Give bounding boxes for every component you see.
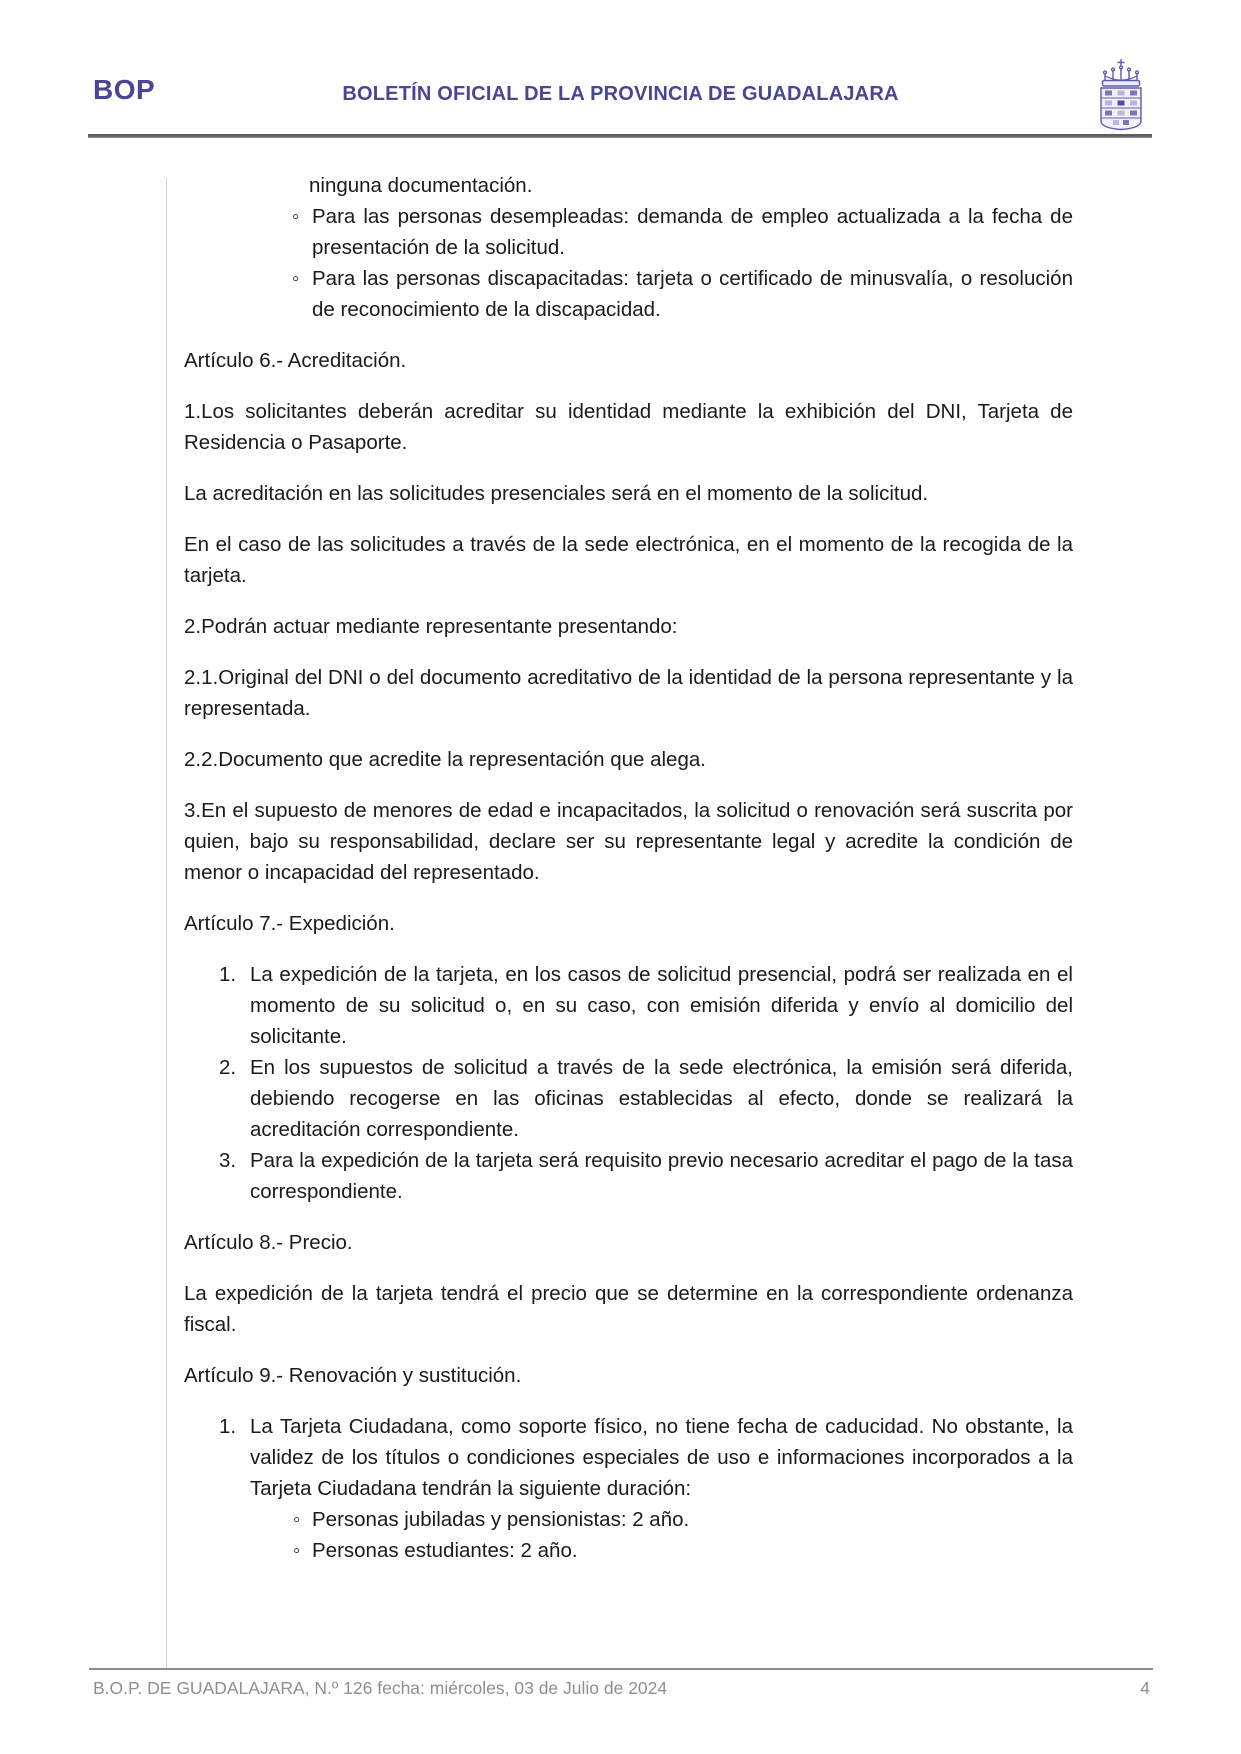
article-8-heading: Artículo 8.- Precio. <box>184 1231 353 1254</box>
paragraph: 2.Podrán actuar mediante representante presentando: <box>184 615 678 638</box>
list-item: ◦ Personas estudiantes: 2 año. <box>312 1535 1073 1566</box>
paragraph-continuation: ninguna documentación. <box>309 174 533 197</box>
footer-page-number: 4 <box>1140 1678 1150 1698</box>
article-6-heading: Artículo 6.- Acreditación. <box>184 349 407 372</box>
list-item: En los supuestos de solicitud a través de la sede electrónica, la emisión será diferida, debiendo recogerse en las oficinas establecidas al efecto, donde se realizará la acreditación correspondiente. <box>250 1056 1073 1141</box>
list-item-text: La Tarjeta Ciudadana, como soporte físico, no tiene fecha de caducidad. No obstante, la validez de los títulos o condiciones especiales de uso e informaciones incorporados a la Tarjeta Ciudadana tendrán la siguiente duración: <box>250 1415 1073 1500</box>
footer-issue-info: B.O.P. DE GUADALAJARA, N.º 126 fecha: miércoles, 03 de Julio de 2024 <box>93 1678 668 1698</box>
coat-of-arms-icon <box>1096 58 1146 133</box>
header-rule <box>88 134 1152 138</box>
footer-rule <box>89 1668 1153 1670</box>
page-title: BOLETÍN OFICIAL DE LA PROVINCIA DE GUADALAJARA <box>342 83 899 105</box>
list-item <box>250 1411 1073 1566</box>
list-item: ◦ Para las personas desempleadas: demanda de empleo actualizada a la fecha de presentación de la solicitud. <box>312 201 1073 263</box>
paragraph: 3.En el supuesto de menores de edad e incapacitados, la solicitud o renovación será suscrita por quien, bajo su responsabilidad, declare ser su representante legal y acredite la condición de menor o incapacidad del representado. <box>184 799 1073 884</box>
paragraph: En el caso de las solicitudes a través de la sede electrónica, en el momento de la recogida de la tarjeta. <box>184 533 1073 587</box>
page-footer <box>93 1676 1150 1700</box>
list-item: Para la expedición de la tarjeta será requisito previo necesario acreditar el pago de la tasa correspondiente. <box>250 1149 1073 1203</box>
paragraph: La expedición de la tarjeta tendrá el precio que se determine en la correspondiente ordenanza fiscal. <box>184 1282 1073 1336</box>
content-left-border <box>166 178 167 1668</box>
article-7-heading: Artículo 7.- Expedición. <box>184 912 395 935</box>
article-9-heading: Artículo 9.- Renovación y sustitución. <box>184 1364 522 1387</box>
duration-bullet-list <box>312 1504 1073 1566</box>
requirements-bullet-list <box>312 201 1073 325</box>
paragraph: 2.1.Original del DNI o del documento acreditativo de la identidad de la persona representante y la representada. <box>184 666 1073 720</box>
paragraph: 2.2.Documento que acredite la representación que alega. <box>184 748 706 771</box>
document-body <box>184 170 1073 1566</box>
list-item: ◦ Para las personas discapacitadas: tarjeta o certificado de minusvalía, o resolución de reconocimiento de la discapacidad. <box>312 263 1073 325</box>
list-item: La expedición de la tarjeta, en los casos de solicitud presencial, podrá ser realizada en el momento de su solicitud o, en su caso, con emisión diferida y envío al domicilio del solicitante. <box>250 963 1073 1048</box>
paragraph: La acreditación en las solicitudes presenciales será en el momento de la solicitud. <box>184 482 929 505</box>
article-7-numbered-list <box>250 959 1073 1207</box>
list-item: ◦ Personas jubiladas y pensionistas: 2 año. <box>312 1504 1073 1535</box>
paragraph: 1.Los solicitantes deberán acreditar su identidad mediante la exhibición del DNI, Tarjeta de Residencia o Pasaporte. <box>184 400 1073 454</box>
bop-logo: BOP <box>93 74 156 105</box>
article-9-numbered-list <box>250 1411 1073 1566</box>
